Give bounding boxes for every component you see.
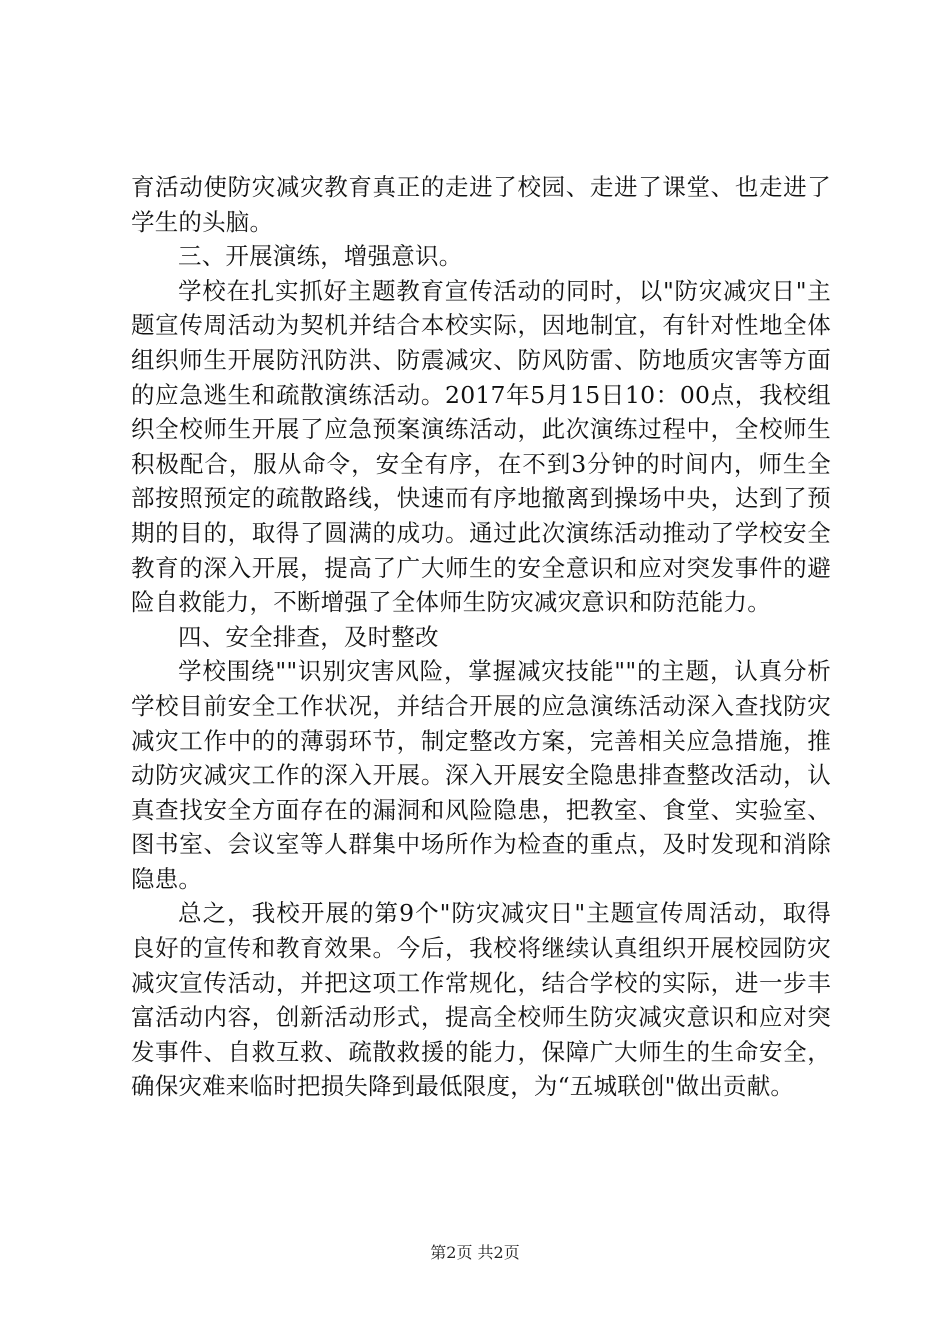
section-heading-drill: 三、开展演练，增强意识。: [178, 242, 463, 271]
paragraph-drill: 学校在扎实抓好主题教育宣传活动的同时，以"防灾减灾日"主题宣传周活动为契机并结合本校实际，因地制宜，有针对性地全体组织师生开展防汛防洪、防震减灾、防风防雷、防地质灾害等方面的应急逃生和疏散演练活动。2017年5月15日10：00点，我校组织全校师生开展了应急预案演练活动，此次演练过程中，全校师生积极配合，服从命令，安全有序，在不到3分钟的时间内，师生全部按照预定的疏散路线，快速而有序地撤离到操场中央，达到了预期的目的，取得了圆满的成功。通过此次演练活动推动了学校安全教育的深入开展，提高了广大师生的安全意识和应对突发事件的避险自救能力，不断增强了全体师生防灾减灾意识和防范能力。: [131, 276, 831, 617]
page-number-footer: 第2页 共2页: [430, 1243, 520, 1262]
section-heading-inspection: 四、安全排查，及时整改: [178, 622, 439, 651]
paragraph-inspection: 学校围绕""识别灾害风险，掌握减灾技能""的主题，认真分析学校目前安全工作状况，并结合开展的应急演练活动深入查找防灾减灾工作中的的薄弱环节，制定整改方案，完善相关应急措施，推动防灾减灾工作的深入开展。深入开展安全隐患排查整改活动，认真查找安全方面存在的漏洞和风险隐患，把教室、食堂、实验室、图书室、会议室等人群集中场所作为检查的重点，及时发现和消除隐患。: [131, 657, 831, 893]
paragraph-continuation: 育活动使防灾减灾教育真正的走进了校园、走进了课堂、也走进了学生的头脑。: [131, 173, 831, 236]
document-body: [131, 170, 831, 1104]
paragraph-conclusion: 总之，我校开展的第9个"防灾减灾日"主题宣传周活动，取得良好的宣传和教育效果。今后，我校将继续认真组织开展校园防灾减灾宣传活动，并把这项工作常规化，结合学校的实际，进一步丰富活动内容，创新活动形式，提高全校师生防灾减灾意识和应对突发事件、自救互救、疏散救援的能力，保障广大师生的生命安全，确保灾难来临时把损失降到最低限度，为“五城联创"做出贡献。: [131, 899, 831, 1101]
